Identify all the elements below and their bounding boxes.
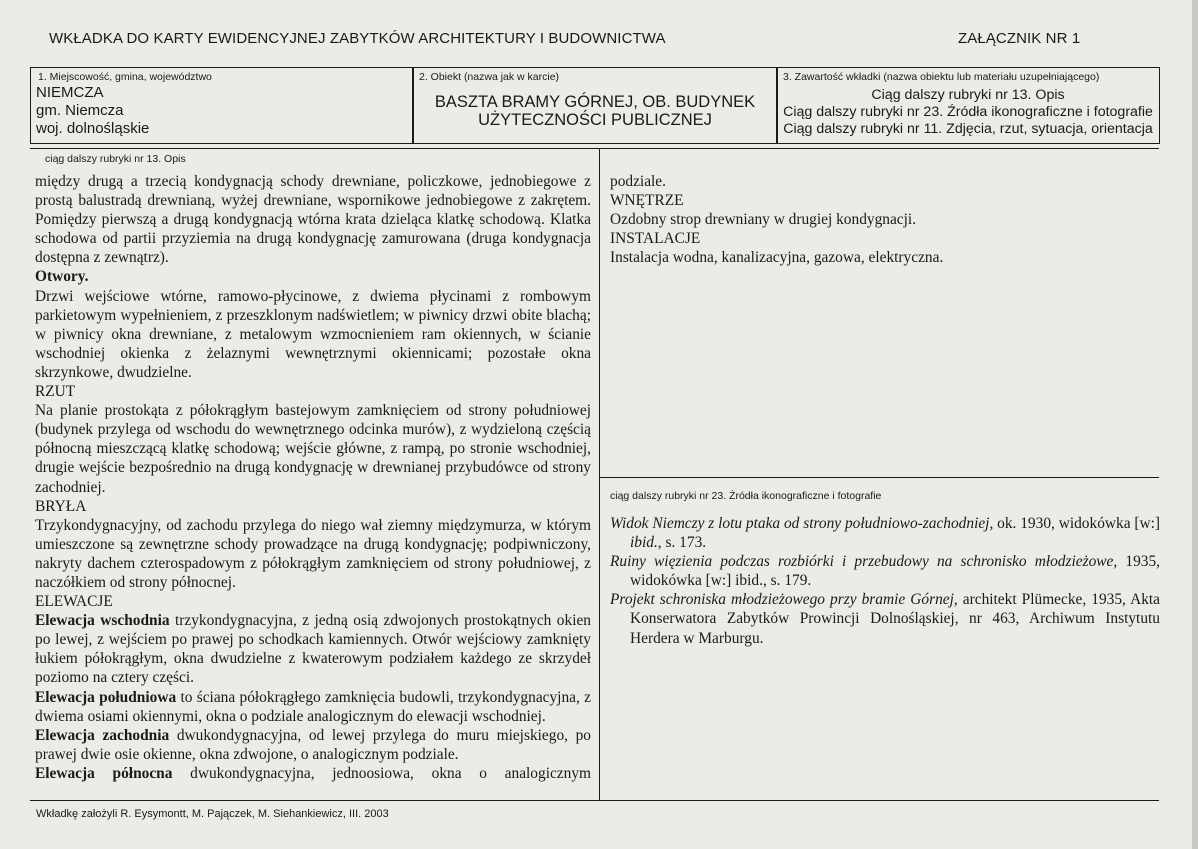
elevation-west bbox=[35, 726, 591, 764]
form-title: WKŁADKA DO KARTY EWIDENCYJNEJ ZABYTKÓW ARCHITEKTURY I BUDOWNICTWA bbox=[49, 30, 666, 47]
heading-elewacje: ELEWACJE bbox=[35, 593, 113, 611]
object-name-line2: UŻYTECZNOŚCI PUBLICZNEJ bbox=[478, 111, 712, 129]
field-label: 1. Miejscowość, gmina, województwo bbox=[38, 71, 212, 83]
elevation-title: Elewacja północna bbox=[35, 764, 173, 782]
location-town: NIEMCZA bbox=[36, 84, 104, 101]
heading-instalacje: INSTALACJE bbox=[610, 230, 701, 248]
description-paragraph: Drzwi wejściowe wtórne, ramowo-płycinowe, z dwiema płycinami z rombowym parkietowym wypełnieniem, z przeszklonym nadświetlem; w piwnicy drzwi obite blachą; w piwnicy okna drewniane, z metalowym wzmocnieniem ram okiennych, w ścianie wschodniej okienka z żelaznymi wewnętrznymi okiennicami; pozostałe okna skrzynkowe, dwudzielne. bbox=[35, 287, 591, 381]
source-text: , architekt Plümecke, 1935, Akta Konserwatora Zabytków Prowincji Dolnośląskiej, nr 463, Archiwum Instytutu Herdera w Marburgu. bbox=[630, 591, 1161, 647]
location-voivodeship: woj. dolnośląskie bbox=[36, 120, 150, 137]
contents-line1: Ciąg dalszy rubryki nr 13. Opis bbox=[871, 87, 1065, 103]
heading-rzut: RZUT bbox=[35, 383, 76, 401]
description-left bbox=[35, 172, 591, 783]
scan-edge bbox=[1192, 0, 1198, 849]
source-title: Widok Niemczy z lotu ptaka od strony południowo-zachodniej bbox=[610, 515, 990, 532]
elevation-title: Elewacja zachodnia bbox=[35, 726, 170, 744]
description-right bbox=[610, 172, 1150, 267]
main-top-rule bbox=[30, 148, 1159, 149]
main-bottom-rule bbox=[30, 800, 1159, 801]
elevation-text: dwukondygnacyjna, jednoosiowa, okna o analogicznym bbox=[172, 764, 591, 782]
column-divider bbox=[599, 148, 600, 800]
elevation-text: dwukondygnacyjna, od lewej przylega do muru miejskiego, po prawej dwie osie okienne, okna zdwojone, o analogicznym podziale. bbox=[35, 726, 592, 763]
location-commune: gm. Niemcza bbox=[36, 102, 124, 119]
source-text: , ok. 1930, widokówka [w:] bbox=[989, 515, 1161, 532]
source-title: Projekt schroniska młodzieżowego przy bramie Górnej bbox=[610, 591, 954, 609]
description-paragraph: Na planie prostokąta z półokrągłym bastejowym zamknięciem od strony południowej (budynek przylega od wschodu do wewnętrznego odcinka murów), z wydzieloną częścią północną mieszczącą klatkę schodową; wejście główne, z rampą, po stronie wschodniej, drugie wejście bezpośrednio na drugą kondygnację w drewnianej przybudówce od strony zachodniej. bbox=[35, 402, 591, 496]
field-contents bbox=[776, 67, 1160, 144]
object-name-line1: BASZTA BRAMY GÓRNEJ, OB. BUDYNEK bbox=[434, 93, 756, 111]
source-item bbox=[610, 552, 1160, 590]
description-continuation: podziale. bbox=[610, 173, 666, 190]
source-text: , s. 173. bbox=[657, 534, 707, 552]
source-title: Ruiny więzienia podczas rozbiórki i przebudowy na schronisko młodzieżowe bbox=[610, 553, 1114, 571]
section-label-description: ciąg dalszy rubryki nr 13. Opis bbox=[45, 153, 186, 165]
source-text: , 1935, widokówka [w:] ibid., s. 179. bbox=[630, 553, 1160, 590]
heading-otwory: Otwory. bbox=[35, 268, 89, 286]
interior-text: Ozdobny strop drewniany w drugiej kondygnacji. bbox=[610, 211, 917, 229]
field-object bbox=[412, 67, 778, 144]
source-item bbox=[610, 590, 1160, 647]
elevation-south bbox=[35, 688, 591, 726]
installations-text: Instalacja wodna, kanalizacyjna, gazowa, elektryczna. bbox=[610, 249, 944, 267]
elevation-title: Elewacja południowa bbox=[35, 688, 177, 706]
elevation-text: trzykondygnacyjna, z jedną osią zdwojonych prostokątnych okien po lewej, z wejściem po prawej po schodkach kamiennych. Otwór wejściowy zamknięty łukiem półokrągłym, okna dwudzielne z kwaterowym podziałem każdego ze skrzydeł poziomo na cztery części. bbox=[35, 612, 591, 687]
elevation-north bbox=[35, 764, 591, 783]
right-section-rule bbox=[599, 477, 1159, 478]
field-label: 3. Zawartość wkładki (nazwa obiektu lub materiału uzupełniającego) bbox=[783, 71, 1100, 83]
contents-line2: Ciąg dalszy rubryki nr 23. Źródła ikonograficzne i fotografie bbox=[783, 104, 1153, 120]
sources-list bbox=[610, 514, 1160, 648]
elevation-text: to ściana półokrągłego zamknięcia budowli, trzykondygnacyjna, z dwiema osiami okiennymi, okna o podziale analogicznym do elewacji wschodniej. bbox=[35, 688, 591, 725]
section-label-sources: ciąg dalszy rubryki nr 23. Źródła ikonograficzne i fotografie bbox=[610, 490, 882, 502]
authors-footer: Wkładkę założyli R. Eysymontt, M. Pajączek, M. Siehankiewicz, III. 2003 bbox=[36, 808, 389, 820]
attachment-label: ZAŁĄCZNIK NR 1 bbox=[958, 30, 1081, 47]
heading-bryla: BRYŁA bbox=[35, 497, 87, 515]
field-label: 2. Obiekt (nazwa jak w karcie) bbox=[419, 71, 560, 83]
field-location bbox=[30, 67, 414, 144]
description-paragraph: między drugą a trzecią kondygnacją schody drewniane, policzkowe, jednobiegowe z prostą balustradą drewnianą, wyżej drewniane, wspornikowe jednobiegowe z zakrętem. Pomiędzy pierwszą a drugą kondygnacją wtórna krata dzieląca klatkę schodową. Klatka schodowa od partii przyziemia na drugą kondygnację zamurowana (druga kondygnacja dostępna z zewnątrz). bbox=[35, 173, 591, 267]
elevation-title: Elewacja wschodnia bbox=[35, 612, 170, 630]
heading-wnetrze: WNĘTRZE bbox=[610, 192, 684, 210]
source-item bbox=[610, 514, 1160, 552]
elevation-east bbox=[35, 611, 591, 687]
description-paragraph: Trzykondygnacyjny, od zachodu przylega do niego wał ziemny międzymurza, w którym umieszczone są zewnętrzne schody prowadzące na drugą kondygnację; podpiwniczony, nakryty dachem czterospadowym z półokrągłym zamknięciem od strony południowej, z naczółkiem od strony północnej. bbox=[35, 516, 591, 591]
source-ibid: ibid. bbox=[630, 534, 658, 552]
contents-line3: Ciąg dalszy rubryki nr 11. Zdjęcia, rzut, sytuacja, orientacja bbox=[783, 121, 1153, 137]
